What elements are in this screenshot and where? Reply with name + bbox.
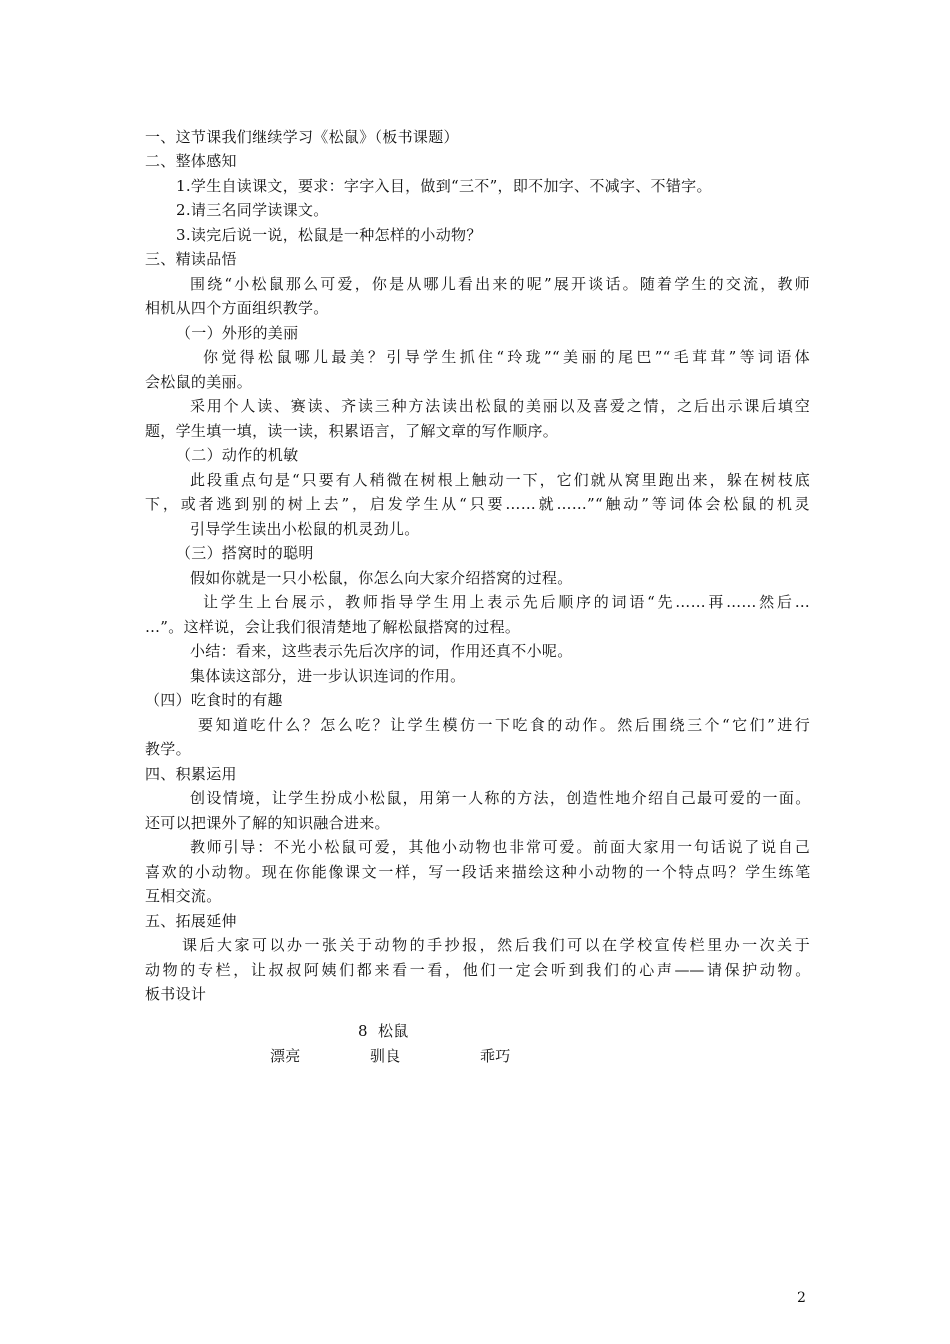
paragraph-line: 课后大家可以办一张关于动物的手抄报，然后我们可以在学校宣传栏里办一次关于 [182, 936, 810, 954]
page-number: 2 [797, 1290, 806, 1306]
paragraph-line: 动物的专栏，让叔叔阿姨们都来看一看，他们一定会听到我们的心声——请保护动物。 [145, 961, 810, 979]
paragraph-line: 1.学生自读课文，要求：字字入目，做到“三不”，即不加字、不减字、不错字。 [176, 177, 712, 195]
paragraph-line: 教学。 [145, 740, 191, 758]
paragraph-line: 此段重点句是“只要有人稍微在树根上触动一下，它们就从窝里跑出来，躲在树枝底 [190, 471, 810, 489]
section-heading-2: 二、整体感知 [145, 152, 237, 170]
paragraph-line: 互相交流。 [145, 887, 222, 905]
paragraph-line: 采用个人读、赛读、齐读三种方法读出松鼠的美丽以及喜爱之情，之后出示课后填空 [190, 397, 810, 415]
paragraph-line: 会松鼠的美丽。 [145, 373, 253, 391]
paragraph-line: 3.读完后说一说，松鼠是一种怎样的小动物？ [176, 226, 482, 244]
paragraph-line: 还可以把课外了解的知识融合进来。 [145, 814, 390, 832]
section-heading-5: 五、拓展延伸 [145, 912, 237, 930]
board-word-1: 漂亮 [270, 1047, 301, 1065]
subheading-2: （二）动作的机敏 [176, 446, 299, 464]
paragraph-line: 小结：看来，这些表示先后次序的词，作用还真不小呢。 [190, 642, 573, 660]
paragraph-line: …”。这样说，会让我们很清楚地了解松鼠搭窝的过程。 [145, 618, 521, 636]
paragraph-line: 假如你就是一只小松鼠，你怎么向大家介绍搭窝的过程。 [190, 569, 573, 587]
paragraph-line: 2.请三名同学读课文。 [176, 201, 329, 219]
board-word-3: 乖巧 [480, 1047, 511, 1065]
paragraph-line: 围绕“小松鼠那么可爱，你是从哪儿看出来的呢”展开谈话。随着学生的交流，教师 [190, 275, 810, 293]
paragraph-line: 创设情境，让学生扮成小松鼠，用第一人称的方法，创造性地介绍自己最可爱的一面。 [190, 789, 810, 807]
subheading-1: （一）外形的美丽 [176, 324, 299, 342]
paragraph-line: 集体读这部分，进一步认识连词的作用。 [190, 667, 466, 685]
paragraph-line: 引导学生读出小松鼠的机灵劲儿。 [190, 520, 420, 538]
subheading-3: （三）搭窝时的聪明 [176, 544, 314, 562]
board-design-label: 板书设计 [145, 985, 207, 1003]
board-title: 8 松鼠 [358, 1022, 409, 1040]
paragraph-line: 要知道吃什么？怎么吃？让学生模仿一下吃食的动作。然后围绕三个“它们”进行 [198, 716, 810, 734]
board-word-2: 驯良 [370, 1047, 401, 1065]
section-heading-4: 四、积累运用 [145, 765, 237, 783]
paragraph-line: 相机从四个方面组织教学。 [145, 299, 329, 317]
section-heading-1: 一、这节课我们继续学习《松鼠》（板书课题） [145, 128, 459, 146]
section-heading-3: 三、精读品悟 [145, 250, 237, 268]
subheading-4: （四）吃食时的有趣 [145, 691, 283, 709]
paragraph-line: 教师引导：不光小松鼠可爱，其他小动物也非常可爱。前面大家用一句话说了说自己 [190, 838, 810, 856]
paragraph-line: 喜欢的小动物。现在你能像课文一样，写一段话来描绘这种小动物的一个特点吗？学生练笔 [145, 863, 810, 881]
paragraph-line: 下，或者逃到别的树上去”，启发学生从“只要……就……”“触动”等词体会松鼠的机灵 [145, 495, 810, 513]
paragraph-line: 你觉得松鼠哪儿最美？引导学生抓住“玲珑”“美丽的尾巴”“毛茸茸”等词语体 [203, 348, 810, 366]
paragraph-line: 题，学生填一填，读一读，积累语言，了解文章的写作顺序。 [145, 422, 559, 440]
paragraph-line: 让学生上台展示，教师指导学生用上表示先后顺序的词语“先……再……然后… [203, 593, 810, 611]
